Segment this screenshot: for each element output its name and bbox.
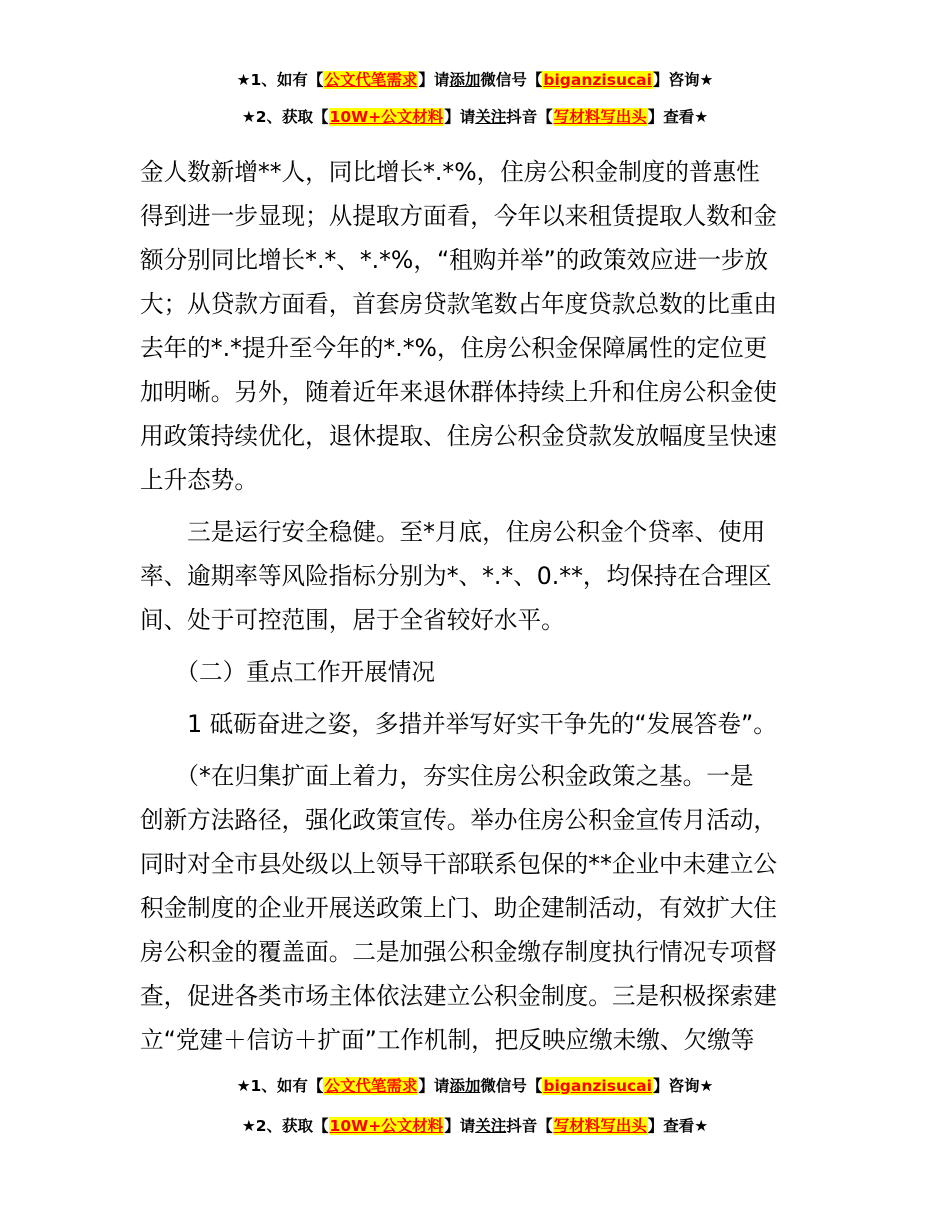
header-ad-text: 】查看★ (647, 108, 709, 126)
footer-ad-line-2 (0, 1115, 950, 1137)
footer-ad-highlight: 10W+公文材料 (329, 1117, 444, 1135)
footer-ad-text: 抖音【 (506, 1117, 553, 1135)
document-body (140, 150, 812, 1062)
footer-ad-text: 微信号【 (480, 1077, 543, 1095)
body-line: 间、处于可控范围，居于全省较好水平。 (140, 606, 565, 634)
body-line: 查，促进各类市场主体依法建立公积金制度。三是积极探索建 (140, 982, 778, 1010)
footer-ad-text: 】请 (444, 1117, 476, 1135)
footer-ad-line-1 (0, 1075, 950, 1097)
footer-ad-douyin-id: 写材料写出头 (553, 1117, 647, 1135)
header-ad-line-1 (0, 69, 950, 91)
header-ad-line-2 (0, 106, 950, 128)
body-line: 率、逾期率等风险指标分别为*、*.*、0.**，均保持在合理区 (140, 562, 772, 590)
body-line: 立“党建＋信访＋扩面”工作机制，把反映应缴未缴、欠缴等 (140, 1026, 755, 1054)
body-line: 用政策持续优化，退休提取、住房公积金贷款发放幅度呈快速 (140, 422, 778, 450)
header-ad-highlight: 10W+公文材料 (329, 108, 444, 126)
header-ad-douyin-id: 写材料写出头 (553, 108, 647, 126)
header-ad-text: 】咨询★ (652, 71, 714, 89)
header-ad-highlight: 公文代笔需求 (324, 71, 418, 89)
body-line: 上升态势。 (140, 466, 258, 494)
header-ad-text: 】请 (418, 71, 450, 89)
body-line: 大；从贷款方面看，首套房贷款笔数占年度贷款总数的比重由 (140, 290, 778, 318)
body-line: 创新方法路径，强化政策宣传。举办住房公积金宣传月活动， (140, 806, 778, 834)
footer-ad-text: 】查看★ (647, 1117, 709, 1135)
body-line: 得到进一步显现；从提取方面看，今年以来租赁提取人数和金 (140, 202, 778, 230)
section-heading: （二）重点工作开展情况 (140, 658, 435, 686)
body-line: 加明晰。另外，随着近年来退休群体持续上升和住房公积金使 (140, 378, 778, 406)
header-ad-text: 抖音【 (506, 108, 553, 126)
body-line: 房公积金的覆盖面。二是加强公积金缴存制度执行情况专项督 (140, 938, 778, 966)
header-ad-text: 微信号【 (480, 71, 543, 89)
header-ad-wechat-id: biganzisucai (543, 71, 652, 89)
footer-ad-text: 】请 (418, 1077, 450, 1095)
footer-ad-underlined: 关注 (475, 1117, 507, 1135)
footer-ad-highlight: 公文代笔需求 (324, 1077, 418, 1095)
header-ad-underlined: 关注 (475, 108, 507, 126)
footer-ad-underlined: 添加 (449, 1077, 481, 1095)
body-line: 额分别同比增长*.*、*.*%，“租购并举”的政策效应进一步放 (140, 246, 769, 274)
footer-ad-text: 】咨询★ (652, 1077, 714, 1095)
body-line: 三是运行安全稳健。至*月底，住房公积金个贷率、使用 (140, 518, 766, 546)
footer-ad-wechat-id: biganzisucai (543, 1077, 652, 1095)
body-line: 去年的*.*提升至今年的*.*%，住房公积金保障属性的定位更 (140, 334, 768, 362)
header-ad-underlined: 添加 (449, 71, 481, 89)
body-line: 金人数新增**人，同比增长*.*%，住房公积金制度的普惠性 (140, 158, 760, 186)
header-ad-text: 】请 (444, 108, 476, 126)
footer-ad-text: ★2、获取【 (241, 1117, 329, 1135)
subsection-heading: 1 砥砺奋进之姿，多措并举写好实干争先的“发展答卷”。 (140, 710, 777, 738)
header-ad-text: ★2、获取【 (241, 108, 329, 126)
body-line: （*在归集扩面上着力，夯实住房公积金政策之基。一是 (140, 762, 754, 790)
body-line: 同时对全市县处级以上领导干部联系包保的**企业中未建立公 (140, 850, 778, 878)
body-line: 积金制度的企业开展送政策上门、助企建制活动，有效扩大住 (140, 894, 778, 922)
footer-ad-text: ★1、如有【 (236, 1077, 324, 1095)
header-ad-text: ★1、如有【 (236, 71, 324, 89)
